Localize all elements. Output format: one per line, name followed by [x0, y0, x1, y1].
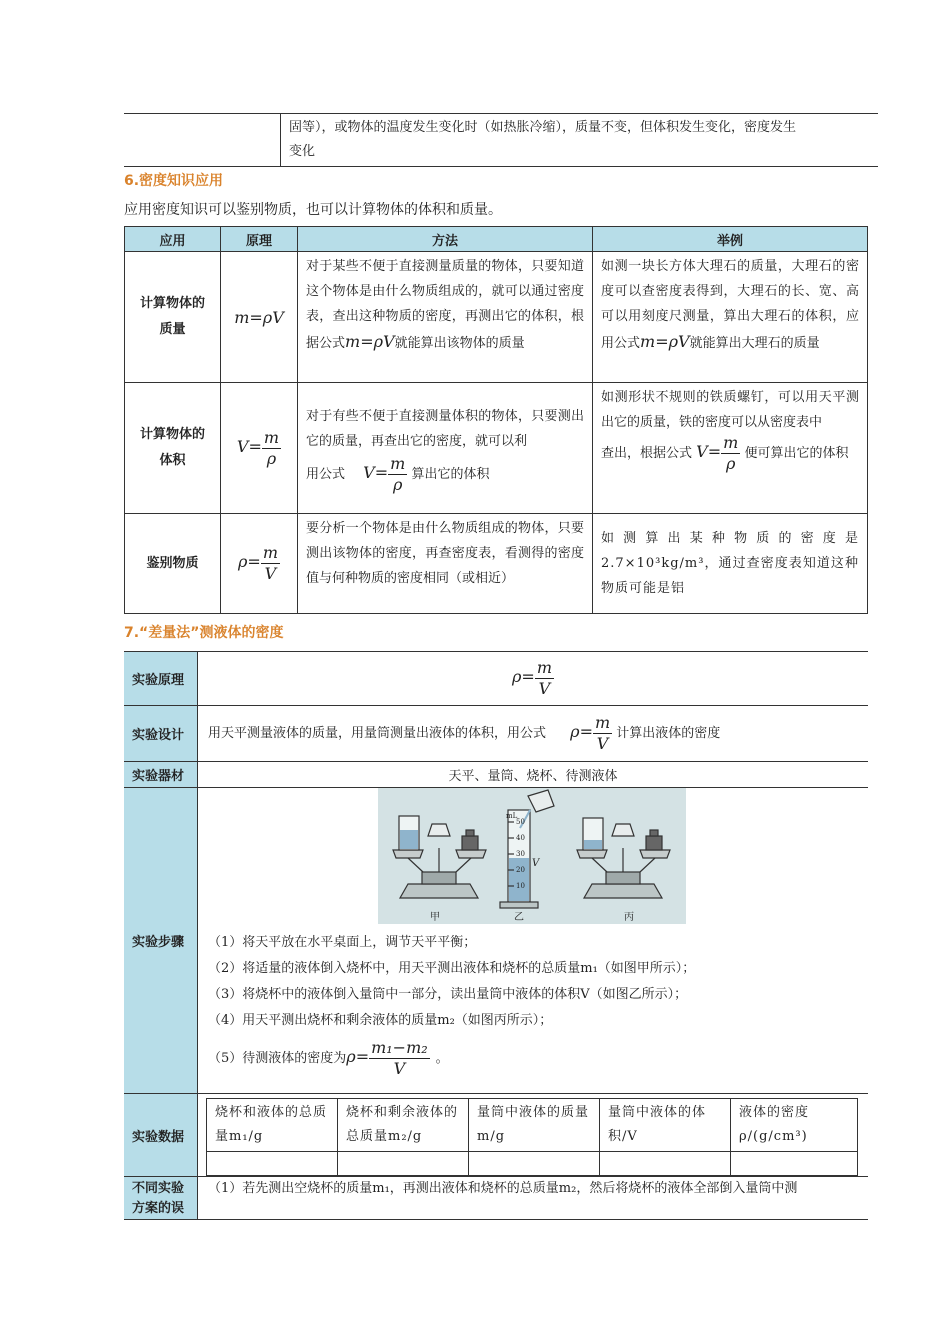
principle-label: 实验原理 [124, 652, 198, 706]
cylinder-unit: mL [506, 812, 518, 820]
table-row [125, 252, 868, 383]
method-text: 对于有些不便于直接测量体积的物体，只要测出它的质量，再查出它的密度，就可以利 [306, 408, 584, 449]
step5-fraction: $\frac{\text{m₁−m₂}}{V}$ [371, 1038, 428, 1078]
continued-table-fragment [124, 113, 878, 167]
data-header-1: 烧杯和液体的总质量m₁/g [207, 1099, 338, 1152]
row-principle [221, 252, 298, 383]
materials-label: 实验器材 [124, 762, 198, 788]
example-formula: m=ρV [640, 332, 690, 351]
design-fraction: $\frac{m}{V}$ [594, 713, 611, 753]
example-text: 如测算出某种物质的密度是2.7×10³kg/m³，通过查密度表知道这种物质可能是铝 [601, 531, 859, 596]
data-header-2: 烧杯和剩余液体的总质量m₂/g [338, 1099, 469, 1152]
materials-value: 天平、量筒、烧杯、待测液体 [198, 762, 869, 788]
table-row [207, 1152, 858, 1176]
header-principle: 原理 [221, 227, 298, 252]
steps-list [208, 930, 858, 1077]
row-application [125, 252, 221, 383]
data-header-3: 量筒中液体的质量m/g [469, 1099, 600, 1152]
application-line-1: 计算物体的 [139, 427, 205, 442]
error-label: 不同实验方案的误 [124, 1177, 198, 1220]
application-line-1: 鉴别物质 [146, 555, 199, 571]
cylinder-tick-30: 30 [516, 850, 525, 858]
fragment-line-1: 固等），或物体的温度发生变化时（如热胀冷缩），质量不变，但体积发生变化，密度发生 [289, 120, 797, 135]
principle-lhs: V= [236, 436, 262, 456]
materials-row [124, 762, 868, 788]
data-cell[interactable] [207, 1152, 338, 1176]
table-row [125, 383, 868, 514]
list-item: （3）将烧杯中的液体倒入量筒中一部分，读出量筒中液体的体积V（如图乙所示）； [208, 987, 688, 1002]
error-text: （1）若先测出空烧杯的质量m₁，再测出液体和烧杯的总质量m₂，然后将烧杯的液体全部倒入量筒中测 [198, 1177, 869, 1220]
list-item: （5）待测液体的密度为ρ= $\frac{\text{m₁−m₂}}{V}$ 。 [208, 1038, 449, 1078]
principle-row [124, 652, 868, 706]
application-line-2: 质量 [159, 322, 186, 337]
design-row [124, 706, 868, 762]
data-cell[interactable] [469, 1152, 600, 1176]
example-fraction: $\frac{m}{\rho}$ [723, 433, 739, 473]
error-row [124, 1177, 868, 1220]
example-text-tail: 就能算出大理石的质量 [689, 336, 820, 351]
row-principle [221, 383, 298, 514]
volume-mark: V [532, 858, 540, 869]
design-label: 实验设计 [124, 706, 198, 762]
data-cell[interactable] [600, 1152, 731, 1176]
method-formula: m=ρV [345, 332, 395, 351]
data-header-4: 量筒中液体的体积/V [600, 1099, 731, 1152]
section6-intro: 应用密度知识可以鉴别物质，也可以计算物体的体积和质量。 [124, 202, 502, 218]
fragment-text-cell [281, 114, 879, 167]
method-text-tail: 就能算出该物体的质量 [394, 336, 525, 351]
table-row [207, 1099, 858, 1152]
list-item: （1）将天平放在水平桌面上，调节天平平衡； [208, 935, 477, 950]
principle-fraction: $\frac{m}{V}$ [536, 658, 552, 698]
figure-label-yi: 乙 [514, 912, 524, 923]
section6-title: 6.密度知识应用 [124, 173, 224, 189]
balance-illustration [378, 788, 686, 924]
table-row [125, 514, 868, 614]
method-fraction: $\frac{m}{\rho}$ [390, 453, 406, 494]
steps-row [124, 788, 868, 1094]
section7-title: 7.“差量法”测液体的密度 [124, 625, 284, 641]
row-example [593, 252, 868, 383]
liquid-density-experiment-table [124, 651, 868, 1220]
row-method [298, 514, 593, 614]
list-item: （2）将适量的液体倒入烧杯中，用天平测出液体和烧杯的总质量m₁（如图甲所示）； [208, 961, 696, 976]
application-line-2: 体积 [159, 453, 186, 468]
row-example [593, 514, 868, 614]
data-label: 实验数据 [124, 1094, 198, 1177]
row-application [125, 514, 221, 614]
cylinder-tick-10: 10 [516, 882, 525, 890]
row-principle [221, 514, 298, 614]
data-header-5: 液体的密度ρ/(g/cm³) [731, 1099, 858, 1152]
principle-formula: m=ρV [234, 307, 284, 327]
example-text: 如测一块长方体大理石的质量，大理石的密度可以查密度表得到，大理石的长、宽、高可以用刻度尺测量，算出大理石的体积，应用公式 [601, 259, 859, 351]
example-formula-line: 查出，根据公式 V= $\frac{m}{\rho}$ 便可算出它的体积 [601, 433, 849, 473]
application-line-1: 计算物体的 [139, 296, 205, 311]
row-example [593, 383, 868, 514]
example-text: 如测形状不规则的铁质螺钉，可以用天平测出它的质量，铁的密度可以从密度表中 [601, 390, 859, 430]
principle-fraction: $\frac{m}{\rho}$ [263, 427, 280, 468]
data-row [124, 1094, 868, 1177]
steps-label: 实验步骤 [124, 788, 198, 1094]
method-formula-line: 用公式 V= $\frac{m}{\rho}$ 算出它的体积 [306, 453, 490, 494]
row-application [125, 383, 221, 514]
data-cell[interactable] [338, 1152, 469, 1176]
figure-label-bing: 丙 [624, 912, 634, 923]
principle-fraction: $\frac{m}{V}$ [262, 543, 278, 583]
balance-figure [378, 788, 686, 924]
cylinder-tick-40: 40 [516, 834, 525, 842]
density-application-table [124, 226, 868, 614]
fragment-line-2: 变化 [289, 144, 316, 159]
data-cell[interactable] [731, 1152, 858, 1176]
cylinder-tick-50: 50 [516, 818, 525, 826]
principle-lhs: ρ= [238, 552, 261, 571]
design-value: 用天平测量液体的质量，用量筒测量出液体的体积，用公式 ρ= $\frac{m}{V}$ 计算出液体的密度 [198, 706, 869, 762]
header-example: 举例 [593, 227, 868, 252]
steps-value [198, 788, 869, 1094]
method-text: 对于某些不便于直接测量质量的物体，只要知道这个物体是由什么物质组成的，就可以通过密度表，查出这种物质的密度，再测出它的体积，根据公式 [306, 259, 584, 351]
data-record-table [206, 1098, 858, 1176]
list-item: （4）用天平测出烧杯和剩余液体的质量m₂（如图丙所示）； [208, 1013, 553, 1028]
figure-label-jia: 甲 [430, 912, 440, 923]
principle-value: ρ= $\frac{m}{V}$ [198, 652, 869, 706]
header-method: 方法 [298, 227, 593, 252]
cylinder-tick-20: 20 [516, 866, 525, 874]
method-text: 要分析一个物体是由什么物质组成的物体，只要测出该物体的密度，再查密度表，看测得的密度值与何种物质的密度相同（或相近） [306, 521, 584, 586]
row-method [298, 252, 593, 383]
table-header-row [125, 227, 868, 252]
fragment-empty-cell [124, 114, 281, 167]
row-method [298, 383, 593, 514]
data-value [198, 1094, 869, 1177]
header-application: 应用 [125, 227, 221, 252]
